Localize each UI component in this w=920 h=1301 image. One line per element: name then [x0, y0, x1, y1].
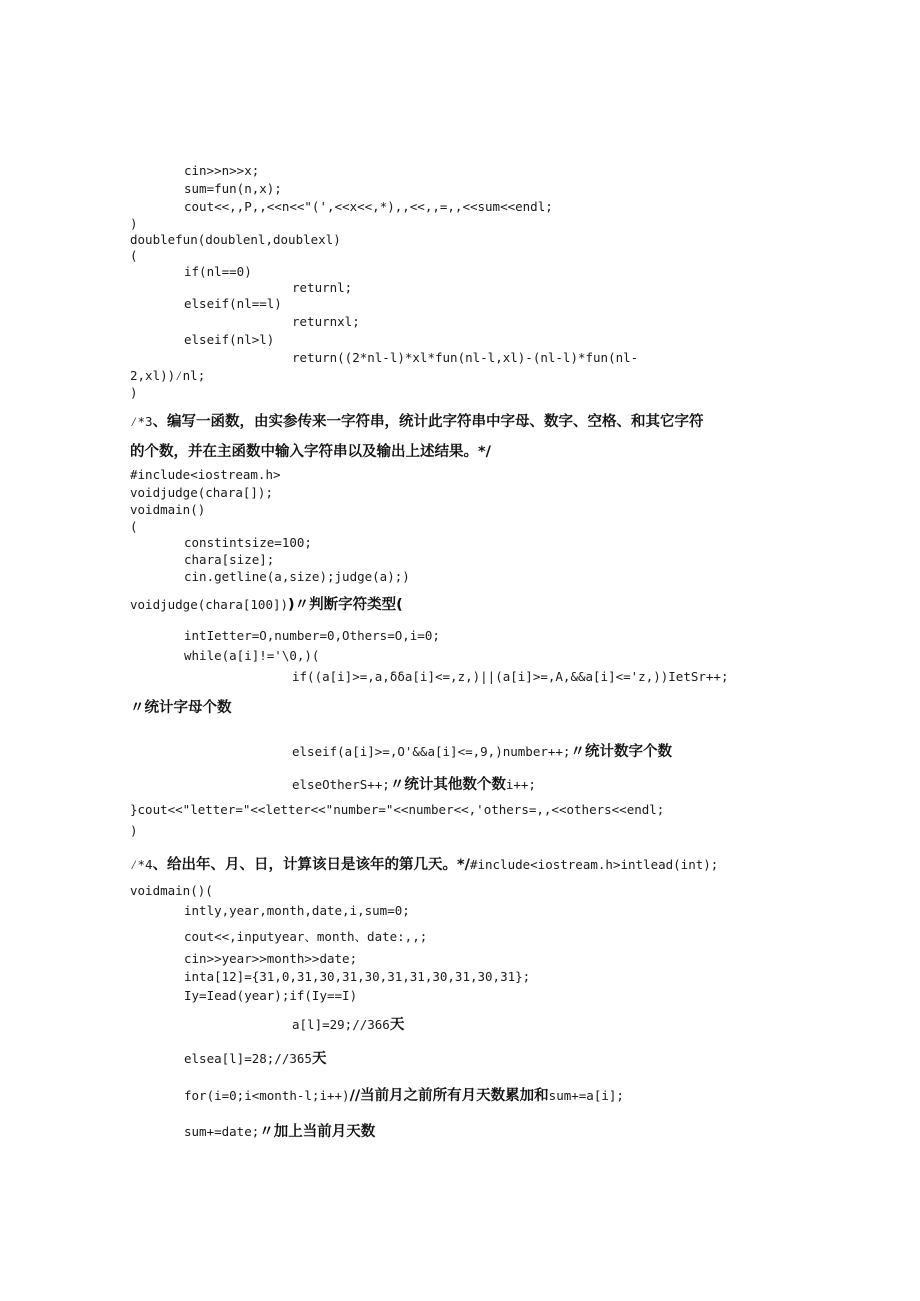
code-line: voidjudge(chara[]); — [130, 485, 273, 500]
code-line: chara[size]; — [184, 552, 275, 567]
code-line: intIetter=O,number=0,Others=O,i=0; — [184, 628, 440, 643]
code-line: cout<<,,P,,<<n<<"(',<<x<<,*),,<<,,=,,<<sum<<endl; — [184, 199, 553, 214]
code-line: ) — [130, 823, 138, 838]
code-line: elseif(nl>l) — [184, 332, 275, 347]
code-line: ) — [130, 385, 138, 400]
comment-line: 〃统计字母个数 — [130, 700, 232, 716]
code-line: if((a[i]>=,a,δδa[i]<=,z,)||(a[i]>=,A,&&a[i]<='z,))IetSr++; — [292, 669, 729, 684]
code-line: elseif(a[i]>=,O'&&a[i]<=,9,)number++;〃统计数字个数 — [292, 744, 672, 760]
code-line: cout<<,inputyear、month、date:,,; — [184, 929, 428, 944]
code-line: }cout<<"letter="<<letter<<"number="<<number<<,'others=,,<<others<<endl; — [130, 802, 665, 817]
code-line: voidjudge(chara[100]))〃判断字符类型( — [130, 597, 403, 613]
code-line: if(nl==0) — [184, 264, 252, 279]
code-line: for(i=0;i<month-l;i++)//当前月之前所有月天数累加和sum+=a[i]; — [184, 1088, 624, 1104]
code-line: #include<iostream.h> — [130, 467, 281, 482]
heading-line: 的个数，并在主函数中输入字符串以及输出上述结果。*/ — [130, 444, 491, 460]
code-line: sum+=date;〃加上当前月天数 — [184, 1124, 376, 1140]
code-line: returnxl; — [292, 314, 360, 329]
code-line: while(a[i]!='\0,)( — [184, 648, 320, 663]
code-line: returnl; — [292, 280, 353, 295]
code-line: elseif(nl==l) — [184, 296, 282, 311]
code-line: ) — [130, 216, 138, 231]
code-line: inta[12]={31,0,31,30,31,30,31,31,30,31,30,31}; — [184, 969, 531, 984]
code-line: ( — [130, 248, 138, 263]
code-line: cin>>n>>x; — [184, 163, 260, 178]
code-line: doublefun(doublenl,doublexl) — [130, 232, 341, 247]
code-line: cin>>year>>month>>date; — [184, 951, 358, 966]
code-line: Iy=Iead(year);if(Iy==I) — [184, 988, 358, 1003]
code-line: elseOtherS++;〃统计其他数个数i++; — [292, 777, 536, 793]
heading-line: ⁄*3、编写一函数，由实参传来一字符串，统计此字符串中字母、数字、空格、和其它字符 — [130, 414, 704, 430]
code-line: a[l]=29;//366天 — [292, 1017, 405, 1033]
code-line: ( — [130, 519, 138, 534]
code-line: sum=fun(n,x); — [184, 181, 282, 196]
code-line: elsea[l]=28;//365天 — [184, 1051, 327, 1067]
code-line: intly,year,month,date,i,sum=0; — [184, 903, 410, 918]
heading-line: ⁄*4、给出年、月、日，计算该日是该年的第几天。*/#include<iostream.h>intlead(int); — [130, 857, 719, 873]
code-line: 2,xl))⁄nl; — [130, 368, 206, 383]
code-line: voidmain()( — [130, 883, 213, 898]
code-line: return((2*nl-l)*xl*fun(nl-l,xl)-(nl-l)*fun(nl- — [292, 350, 639, 365]
code-line: constintsize=100; — [184, 535, 312, 550]
code-line: cin.getline(a,size);judge(a);) — [184, 569, 410, 584]
code-line: voidmain() — [130, 502, 206, 517]
